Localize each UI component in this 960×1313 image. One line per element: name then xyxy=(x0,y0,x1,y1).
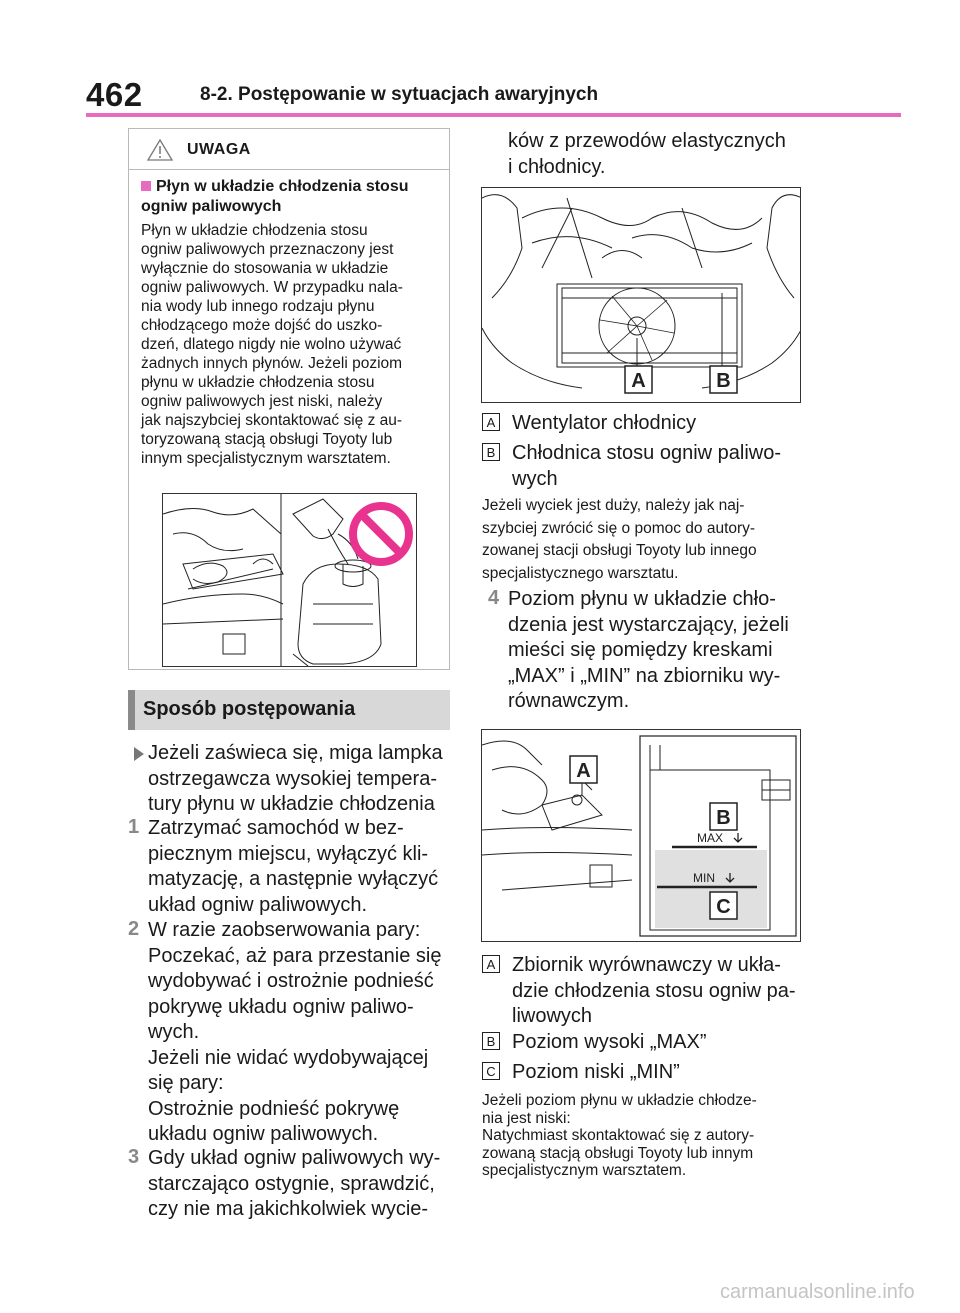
warning-triangle-icon xyxy=(147,139,173,161)
reservoir-line-drawing xyxy=(482,730,801,942)
leak-note: Jeżeli wyciek jest duży, należy jak naj- szybciej zwrócić się o pomoc do autory- zowanej stacji obsługi Toyoty lub innego specjalistycznego warsztatu. xyxy=(482,497,757,582)
procedure-bullet-text: Jeżeli zaświeca się, miga lampka ostrzegawcza wysokiej tempera- tury płynu w układzie chłodzenia xyxy=(148,742,443,815)
section-title: 8-2. Postępowanie w sytuacjach awaryjnych xyxy=(200,84,599,105)
fig2-callout-b: B xyxy=(716,370,731,392)
legend-key-b: B xyxy=(482,443,500,461)
warning-title: UWAGA xyxy=(187,141,251,158)
step-4 xyxy=(488,587,808,715)
radiator-line-drawing xyxy=(482,188,801,403)
step-4-text: Poziom płynu w układzie chło- dzenia jest wystarczający, jeżeli mieści się pomiędzy kreskami „MAX” i „MIN” na zbiorniku wy- równawczym. xyxy=(508,588,789,712)
step-2-number: 2 xyxy=(128,918,140,940)
radiator-illustration xyxy=(481,187,801,403)
min-level-mark: MIN xyxy=(693,871,715,885)
step-2 xyxy=(128,918,453,1148)
fig2-legend-b-text: Chłodnica stosu ogniw paliwo- wych xyxy=(512,442,782,490)
warning-box xyxy=(128,128,450,670)
step-3-number: 3 xyxy=(128,1146,140,1168)
legend-key-c: C xyxy=(482,1062,500,1080)
max-arrow-icon xyxy=(734,833,742,842)
low-level-note: Jeżeli poziom płynu w układzie chłodze- nia jest niski: Natychmiast skontaktować się z autory- zowaną stacją obsługi Toyoty lub innym specjalistycznym warsztatem. xyxy=(482,1092,757,1179)
procedure-header xyxy=(128,690,450,730)
procedure-title: Sposób postępowania xyxy=(143,698,356,720)
warning-header xyxy=(129,129,449,170)
fig3-callout-b: B xyxy=(716,807,731,829)
legend-key-a: A xyxy=(482,413,500,431)
warning-subtitle xyxy=(141,177,443,217)
fig3-callout-a: A xyxy=(576,760,591,782)
page-number: 462 xyxy=(86,76,143,113)
fig3-callout-c: C xyxy=(716,896,731,918)
step-1-number: 1 xyxy=(128,816,140,838)
bullet-triangle-icon xyxy=(134,747,144,761)
fig3-legend-c-text: Poziom niski „MIN” xyxy=(512,1061,680,1083)
step-3 xyxy=(128,1146,453,1223)
warning-body: Płyn w układzie chłodzenia stosu ogniw paliwowych przeznaczony jest wyłącznie do stosowania w układzie ogniw paliwowych. W przypadku nala- nia wody lub innego rodzaju płynu chłodzącego może dojść do uszko- dzeń, dlatego nigdy nie wolno używać żadnych innych płynów. Jeżeli poziom płynu w układzie chłodzenia stosu ogniw paliwowych jest niski, należy jak najszybciej skontaktować się z au- toryzowaną stacją obsługi Toyoty lub innym specjalistycznym warsztatem. xyxy=(141,222,403,467)
legend-key-b: B xyxy=(482,1032,500,1050)
reservoir-illustration xyxy=(481,729,801,942)
procedure-bullet xyxy=(148,741,448,818)
step-4-number: 4 xyxy=(488,587,500,609)
step-3-text: Gdy układ ogniw paliwowych wy- starczająco ostygnie, sprawdzić, czy nie ma jakichkolwiek wycie- xyxy=(148,1147,441,1220)
legend-key-a: A xyxy=(482,955,500,973)
fig3-legend-a-text: Zbiornik wyrównawczy w ukła- dzie chłodzenia stosu ogniw pa- liwowych xyxy=(512,954,796,1027)
warning-subtitle-text: Płyn w układzie chłodzenia stosu ogniw paliwowych xyxy=(141,178,409,215)
max-level-mark: MAX xyxy=(696,831,724,845)
step-1-text: Zatrzymać samochód w bez- piecznym miejscu, wyłączyć kli- matyzację, a następnie wyłączyć układ ogniw paliwowych. xyxy=(148,817,439,916)
fig2-legend-a-text: Wentylator chłodnicy xyxy=(512,412,697,434)
watermark[interactable]: carmanualsonline.info xyxy=(720,1281,915,1303)
prohibited-refill-illustration xyxy=(162,493,417,667)
step-3-continuation: ków z przewodów elastycznych i chłodnicy. xyxy=(508,130,786,178)
step-2-text: W razie zaobserwowania pary: Poczekać, aż para przestanie się wydobywać i ostrożnie podnieść pokrywę układu ogniw paliwo- wych. Jeżeli nie widać wydobywającej się pary: Ostrożnie podnieść pokrywę układu ogniw paliwowych. xyxy=(148,919,442,1145)
header-divider xyxy=(86,113,901,117)
step-1 xyxy=(128,816,453,918)
refill-line-drawing xyxy=(163,494,417,667)
pink-square-icon xyxy=(141,181,151,191)
fig3-legend-b-text: Poziom wysoki „MAX” xyxy=(512,1031,707,1053)
fig2-callout-a: A xyxy=(631,370,646,392)
